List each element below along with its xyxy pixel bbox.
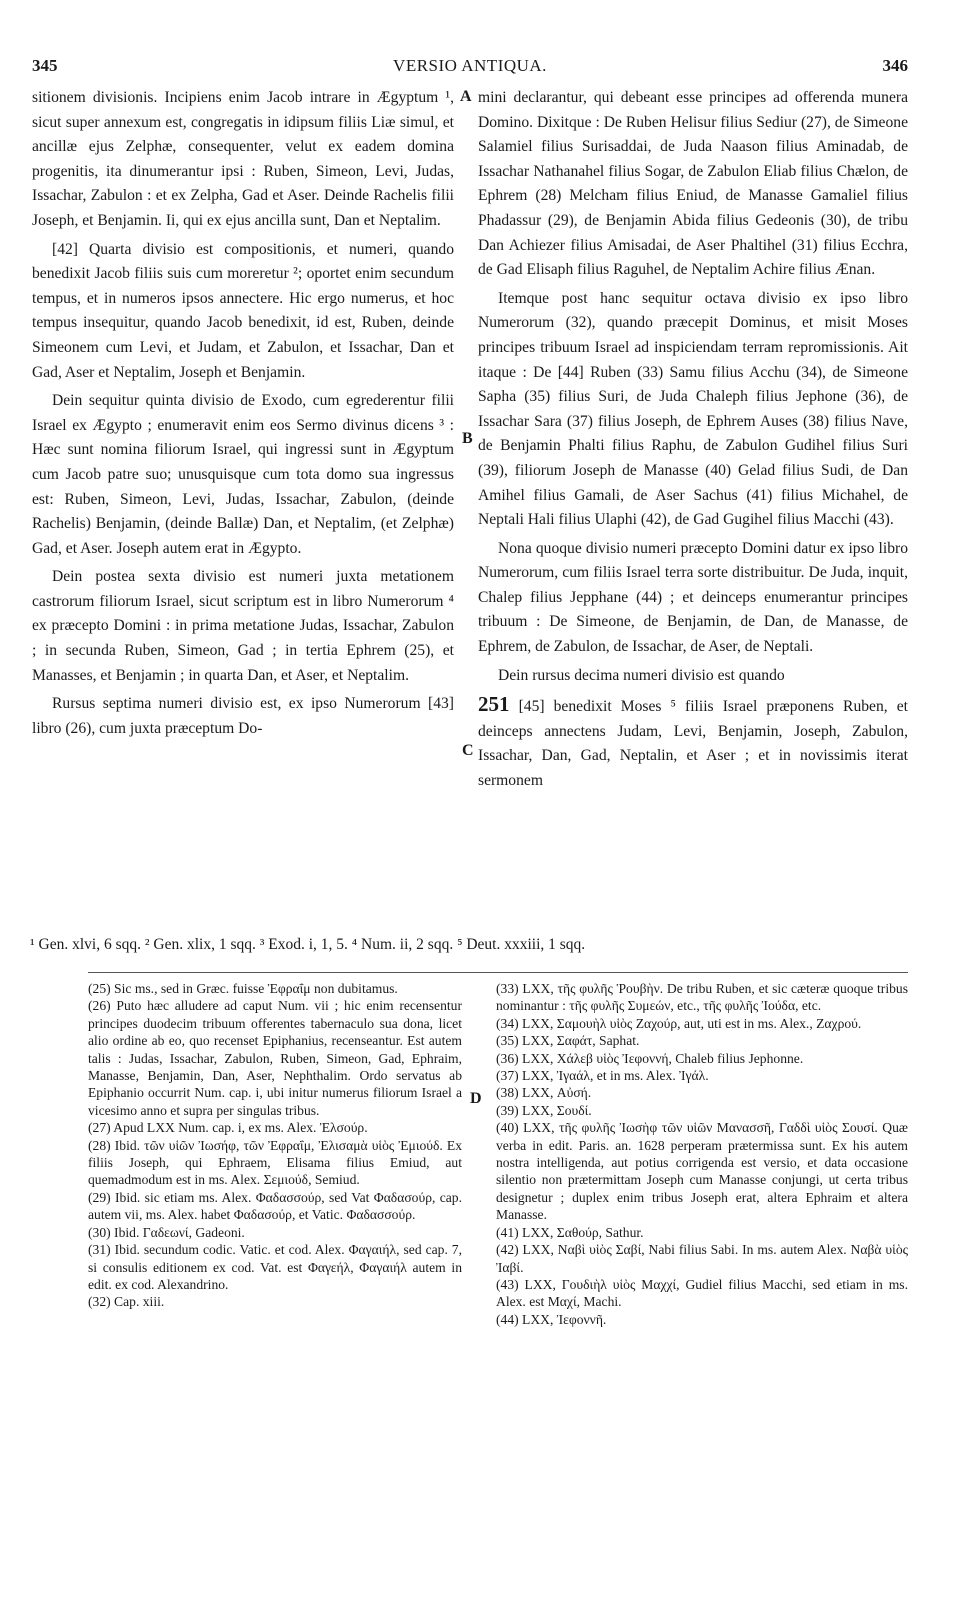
page-header (32, 56, 908, 78)
column-number: 251 (478, 692, 510, 717)
note: (33) LXX, τῆς φυλῆς Ῥουβὴν. De tribu Ruben, et sic cæteræ quoque tribus nominantur : τῆς φυλῆς Συμεών, etc., τῆς φυλῆς Ἰούδα, etc. (496, 981, 908, 1014)
scripture-footnotes (32, 934, 908, 956)
paragraph: Dein rursus decima numeri divisio est quando (498, 666, 785, 684)
paragraph (478, 692, 908, 793)
note: (41) LXX, Σαθούρ, Sathur. (496, 1224, 644, 1240)
paragraph: sitionem divisionis. Incipiens enim Jacob intrare in Ægyptum ¹, sicut super annexum est, congregatis in idipsum filiis Liæ simul, et ancillæ ejus Zelphæ, consequenter, velut ex eadem domina progenitis, ita dinumerantur ipsi : Ruben, Simeon, Levi, Judas, Issachar, Zabulon : et ex Zelpha, Gad et Aser. Deinde Rachelis filii Joseph, et Benjamin. Ii, qui ex ejus ancilla sunt, Dan et Neptalim. (32, 89, 454, 229)
note: (38) LXX, Αὐσή. (496, 1085, 592, 1101)
running-title: VERSIO ANTIQUA. (393, 56, 547, 75)
page-number-left: 345 (32, 56, 58, 75)
notes-divider (88, 972, 908, 973)
paragraph: mini declarantur, qui debeant esse principes ad offerenda munera Domino. Dixitque : De Ruben Helisur filius Sediur (27), de Simeone Salamiel filius Surisaddai, de Juda Naason filius Aminadab, de Issachar Nathanahel filius Sogar, de Zabulon Eliab filius Chælon, de Ephrem (28) Melcham filius Eniud, de Manasse Gamaliel filius Phadassur (29), de Benjamin Abida filius Gedeonis (30), de tribu Dan Achiezer filius Amisadai, de Aser Phaltihel (31) filius Ecchra, de Gad Elisaph filius Raguhel, de Neptalim Achire filius Ænan. (478, 89, 908, 279)
note: (28) Ibid. τῶν υἱῶν Ἰωσήφ, τῶν Ἐφραΐμ, Ἐλισαμὰ υἱὸς Ἐμιούδ. Ex filiis Joseph, qui Ephraem, Elisama filius Emiud, aut quemadmodum est in ms. Alex. Σεμιούδ, Semiud. (88, 1137, 462, 1188)
paragraph: [42] Quarta divisio est compositionis, et numeri, quando benedixit Jacob filiis suis cum moreretur ²; oportet enim secundum tempus, et in numeros ipsos annectere. Hic ergo numerus, et hoc tempus insequitur, quando Jacob benedixit, id est, Ruben, deinde Simeonem cum Levi, et Judam, et Zabulon, et Issachar, Dan et Gad, Aser et Neptalim, Joseph et Benjamin. (32, 240, 454, 381)
note: (44) LXX, Ἰεφοννῆ. (496, 1311, 607, 1327)
margin-letter-b: B (462, 430, 473, 447)
note: (43) LXX, Γουδιὴλ υἱὸς Μαχχί, Gudiel filius Macchi, sed etiam in ms. Alex. est Μαχί, Machi. (496, 1276, 908, 1310)
note: (31) Ibid. secundum codic. Vatic. et cod. Alex. Φαγαιήλ, sed cap. 7, si consulis editionem ex cod. Vat. est Φαγεήλ, Φαγαιήλ autem in edit. ex cod. Alexandrino. (88, 1242, 462, 1292)
note: (36) LXX, Χάλεβ υἱὸς Ἰεφοννή, Chaleb filius Jephonne. (496, 1050, 804, 1066)
page-number-right: 346 (882, 56, 908, 75)
note: (42) LXX, Ναβὶ υἱὸς Σαβί, Nabi filius Sabi. In ms. autem Alex. Ναβὰ υἱὸς Ἰαβί. (496, 1242, 908, 1275)
paragraph: Dein sequitur quinta divisio de Exodo, cum egrederentur filii Israel ex Ægypto ; enumeravit enim eos Sermo divinus dicens ³ : Hæc sunt nomina filiorum Israel, qui ingressi sunt in Ægyptum cum Jacob patre suo; unusquisque cum tota domo sua ingressus est: Ruben, Simeon, Levi, Judas, Issachar, Zabulon, (deinde Rachelis) Benjamin, (deinde Ballæ) Dan, et Neptalim, (et Zelphæ) Gad, et Aser. Joseph autem erat in Ægypto. (32, 392, 454, 557)
right-column (478, 86, 908, 798)
margin-letter-c: C (462, 742, 474, 759)
margin-letter-d: D (470, 1090, 482, 1107)
paragraph: Dein postea sexta divisio est numeri juxta metationem castrorum filiorum Israel, sicut scriptum est in libro Numerorum ⁴ ex præcepto Domini : in prima metatione Judas, Issachar, Zabulon ; in secunda Ruben, Simeon, Gad ; in tertia Ephrem (25), et Manasses, et Benjamin ; in quarta Dan, et Aser, et Neptalim. (32, 568, 454, 684)
note: (25) Sic ms., sed in Græc. fuisse Ἐφραΐμ non dubitamus. (88, 981, 398, 996)
paragraph-text: [45] benedixit Moses ⁵ filiis Israel præponens Ruben, et deinceps annectens Judam, Levi, Benjamin, Joseph, Zabulon, Issachar, Dan, Gad, Neptalin, et Aser ; et in novissimis iterat sermonem (478, 698, 908, 790)
note: (32) Cap. xiii. (88, 1294, 165, 1310)
note: (39) LXX, Σουδί. (496, 1102, 592, 1118)
note: (40) LXX, τῆς φυλῆς Ἰωσὴφ τῶν υἱῶν Μανασσῆ, Γαδδὶ υἱὸς Σουσί. Quæ verba in edit. Paris. an. 1628 perperam prætermissa sunt. Ex his autem nostra intelligenda, aut potius corrigenda est versio, et data occasione silentio non prætermittam Joseph cum Manasse conjungi, ut certa tribus designetur ; duplex enim tribus Joseph erat, altera Ephraim et altera Manasse. (496, 1120, 908, 1223)
paragraph: Nona quoque divisio numeri præcepto Domini datur ex ipso libro Numerorum, cum filiis Israel terra sorte distribuitur. De Juda, inquit, Chalep filius Jepphane (44) ; et deinceps enumerantur principes tribuum : De Simeone, de Benjamin, de Dan, de Manasse, de Ephrem, de Zabulon, de Issachar, de Aser, de Neptali. (478, 539, 908, 656)
paragraph: Itemque post hanc sequitur octava divisio ex ipso libro Numerorum (32), quando præcepit Dominus, et misit Moses principes tribuum Israel ad inspiciendam terram repromissionis. Ait itaque : De [44] Ruben (33) Samu filius Acchu (34), de Simeone Sapha (35) filius Suri, de Juda Chaleph filius Jephone (36), de Issachar Sara (37) filius Joseph, de Ephrem Auses (38) filius Nave, de Benjamin Phalti filius Raphu, de Zabulon Gudihel filius Suri (39), filiorum Joseph de Manasse (40) Gelad filius Sudi, de Dan Amihel filius Gamali, de Aser Sachus (41) filius Michahel, de Neptali Hali filius Ulaphi (42), de Gad Gugihel filius Macchi (43). (478, 289, 908, 529)
notes-right-column (496, 980, 908, 1328)
note: (37) LXX, Ἰγαάλ, et in ms. Alex. Ἰγάλ. (496, 1068, 709, 1084)
note: (30) Ibid. Γαδεωνί, Gadeoni. (88, 1224, 245, 1240)
paragraph: Rursus septima numeri divisio est, ex ipso Numerorum [43] libro (26), cum juxta præceptum Do- (32, 695, 454, 737)
margin-letter-a: A (460, 88, 472, 105)
note: (35) LXX, Σαφάτ, Saphat. (496, 1033, 640, 1049)
footnote-line: ¹ Gen. xlvi, 6 sqq. ² Gen. xlix, 1 sqq. ³ Exod. i, 1, 5. ⁴ Num. ii, 2 sqq. ⁵ Deut. xxxiii, 1 sqq. (30, 936, 586, 953)
note: (26) Puto hæc alludere ad caput Num. vii ; hic enim recensentur principes duodecim tribuum offerentes tabernaculo sua dona, licet alio ordine ab eo, quo recenset Epiphanius, recenseantur. Est autem talis : Judas, Issachar, Zabulon, Ruben, Simeon, Gad, Ephraim, Manasse, Benjamin, Dan, Aser, Nephthalim. Ordo servatus ab Epiphanio occurrit Num. cap. i, ubi initur numerus filiorum Israel a vicesimo anno et supra per singulas tribus. (88, 998, 462, 1118)
note: (27) Apud LXX Num. cap. i, ex ms. Alex. Ἐλσούρ. (88, 1120, 368, 1136)
note: (29) Ibid. sic etiam ms. Alex. Φαδασσούρ, sed Vat Φαδασούρ, cap. autem vii, ms. Alex. habet Φαδασούρ, et Vatic. Φαδασσούρ. (88, 1189, 462, 1223)
left-column (32, 86, 454, 745)
note: (34) LXX, Σαμουὴλ υἱὸς Ζαχούρ, aut, uti est in ms. Alex., Ζαχρού. (496, 1015, 862, 1031)
notes-left-column (88, 980, 462, 1311)
